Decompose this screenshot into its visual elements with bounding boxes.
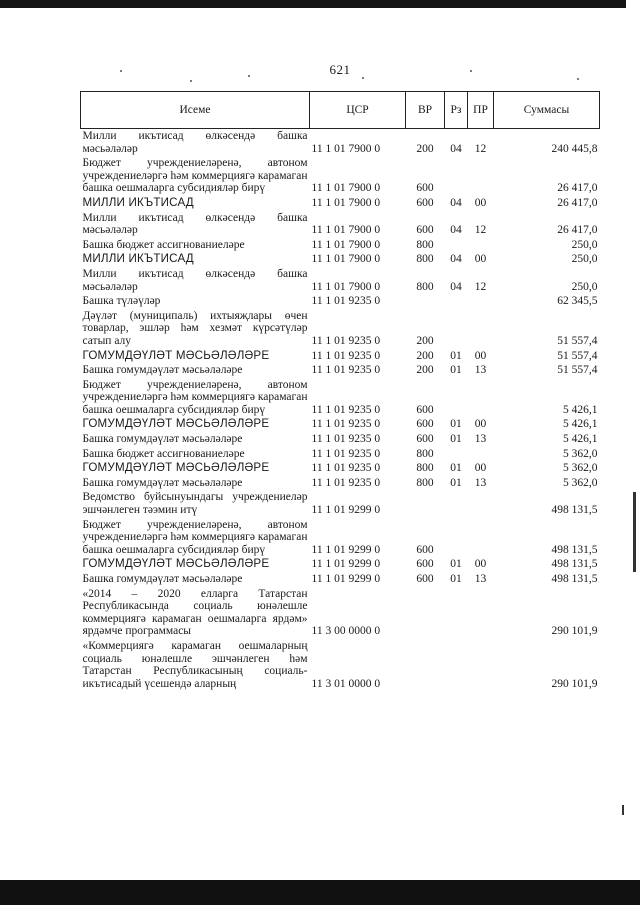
- cell-vr: 800: [416, 462, 434, 475]
- cell-vr: 600: [416, 573, 434, 585]
- cell-csr: 11 1 01 7900 0: [311, 224, 381, 237]
- cell-pr: 00: [474, 418, 487, 431]
- cell-csr: 11 1 01 9235 0: [311, 295, 381, 308]
- cell-name: МИЛЛИ ИКЪТИСАД: [82, 195, 194, 209]
- cell-pr: 00: [474, 349, 487, 362]
- cell-vr: [406, 587, 445, 639]
- cell-name: МИЛЛИ ИКЪТИСАД: [82, 252, 194, 266]
- cell-csr: 11 1 01 9235 0: [311, 447, 381, 460]
- cell-csr: 11 1 01 9299 0: [311, 504, 381, 517]
- cell-name: ГОМУМДӘҮЛӘТ МӘСЬӘЛӘЛӘРЕ: [82, 417, 270, 431]
- cell-vr: 600: [416, 224, 434, 237]
- cell-rz: [445, 447, 468, 462]
- cell-csr: 11 1 01 7900 0: [311, 182, 381, 195]
- scan-border-bottom: [0, 880, 640, 905]
- cell-sum: 5 426,1: [563, 403, 598, 416]
- scan-speck: [120, 70, 122, 72]
- cell-rz: [445, 490, 468, 517]
- table-row: [81, 129, 600, 157]
- column-header-pr: ПР: [468, 92, 494, 129]
- cell-sum: 250,0: [571, 238, 598, 251]
- cell-name: Башка гомумдәүләт мәсьәләләре: [82, 364, 243, 377]
- cell-pr: [468, 238, 494, 253]
- cell-vr: 600: [416, 182, 434, 195]
- cell-pr: [468, 447, 494, 462]
- table-row: [81, 518, 600, 558]
- cell-rz: [445, 518, 468, 558]
- cell-name: ГОМУМДӘҮЛӘТ МӘСЬӘЛӘЛӘРЕ: [82, 461, 270, 475]
- cell-csr: 11 1 01 9235 0: [311, 433, 381, 446]
- cell-name: Милли икътисад өлкәсендә башка мәсьәләләр: [82, 211, 308, 237]
- cell-rz: [445, 156, 468, 196]
- cell-rz: 01: [450, 433, 462, 446]
- cell-vr: 200: [416, 364, 434, 377]
- cell-sum: 26 417,0: [557, 196, 598, 209]
- cell-sum: 5 362,0: [563, 447, 598, 460]
- cell-csr: 11 1 01 7900 0: [311, 238, 381, 251]
- table-header-row: [81, 92, 600, 129]
- table-row: [81, 252, 600, 267]
- column-header-rz: Рз: [445, 92, 468, 129]
- cell-rz: [445, 294, 468, 309]
- table-row: [81, 196, 600, 211]
- cell-csr: 11 1 01 9235 0: [311, 462, 381, 475]
- cell-sum: 498 131,5: [551, 543, 598, 556]
- cell-name: «2014 – 2020 елларга Татарстан Республикасында социаль юнәлешле коммерциягә карамаган оешмаларга ярдәм» ярдәмче программасы: [82, 587, 308, 638]
- cell-pr: 13: [474, 476, 487, 489]
- cell-name: Башка гомумдәүләт мәсьәләләре: [82, 433, 243, 446]
- cell-rz: 01: [450, 364, 462, 377]
- cell-vr: 600: [416, 543, 434, 556]
- cell-pr: [468, 639, 494, 691]
- cell-rz: 04: [450, 224, 462, 237]
- cell-pr: [468, 518, 494, 558]
- cell-rz: 04: [450, 142, 462, 155]
- cell-name: ГОМУМДӘҮЛӘТ МӘСЬӘЛӘЛӘРЕ: [82, 348, 270, 362]
- table-row: [81, 639, 600, 691]
- cell-sum: 290 101,9: [551, 625, 598, 638]
- cell-sum: 5 362,0: [563, 462, 598, 475]
- scan-speck: [248, 75, 250, 77]
- cell-vr: 800: [416, 253, 434, 266]
- cell-pr: [468, 156, 494, 196]
- cell-rz: 04: [450, 253, 462, 266]
- cell-sum: 26 417,0: [557, 224, 598, 237]
- cell-csr: 11 1 01 9299 0: [311, 543, 381, 556]
- scan-border-top: [0, 0, 640, 8]
- cell-csr: 11 1 01 9235 0: [311, 476, 381, 489]
- table-row: [81, 294, 600, 309]
- cell-vr: 600: [416, 196, 434, 209]
- cell-sum: 498 131,5: [551, 504, 598, 517]
- cell-vr: 800: [416, 280, 434, 293]
- cell-sum: 5 426,1: [563, 433, 598, 446]
- cell-vr: 600: [416, 418, 434, 431]
- cell-vr: 600: [416, 403, 434, 416]
- cell-vr: 200: [416, 142, 434, 155]
- cell-sum: 498 131,5: [551, 558, 598, 571]
- cell-pr: [468, 294, 494, 309]
- cell-rz: [445, 587, 468, 639]
- cell-csr: 11 1 01 7900 0: [311, 142, 381, 155]
- column-header-sum: Суммасы: [494, 92, 600, 129]
- cell-sum: 250,0: [571, 280, 598, 293]
- cell-rz: 04: [450, 280, 462, 293]
- cell-csr: 11 1 01 9235 0: [311, 349, 381, 362]
- cell-vr: 200: [416, 349, 434, 362]
- cell-csr: 11 1 01 9299 0: [311, 573, 381, 585]
- table-row: [81, 490, 600, 517]
- scan-edge-mark: [622, 805, 624, 815]
- cell-name: ГОМУМДӘҮЛӘТ МӘСЬӘЛӘЛӘРЕ: [82, 557, 270, 571]
- cell-name: Милли икътисад өлкәсендә башка мәсьәләләр: [82, 130, 308, 155]
- cell-csr: 11 3 00 0000 0: [311, 625, 381, 638]
- table-row: [81, 417, 600, 432]
- cell-vr: [406, 639, 445, 691]
- table-body: [81, 129, 600, 692]
- cell-vr: 800: [416, 238, 434, 251]
- table-row: [81, 432, 600, 447]
- cell-rz: 01: [450, 462, 462, 475]
- cell-rz: 01: [450, 349, 462, 362]
- cell-rz: [445, 639, 468, 691]
- cell-vr: 600: [416, 558, 434, 571]
- page-number: 621: [329, 62, 351, 77]
- cell-csr: 11 1 01 7900 0: [311, 280, 381, 293]
- cell-csr: 11 1 01 7900 0: [311, 253, 381, 266]
- cell-sum: 498 131,5: [551, 573, 598, 585]
- budget-table: [80, 91, 600, 691]
- cell-rz: 04: [450, 196, 462, 209]
- cell-rz: 01: [450, 418, 462, 431]
- table-row: [81, 461, 600, 476]
- cell-rz: [445, 309, 468, 349]
- table-row: [81, 587, 600, 639]
- table-row: [81, 378, 600, 418]
- table-row: [81, 267, 600, 294]
- cell-pr: [468, 309, 494, 349]
- cell-sum: 250,0: [571, 253, 598, 266]
- table-row: [81, 447, 600, 462]
- cell-pr: 00: [474, 196, 487, 209]
- cell-pr: 13: [474, 573, 487, 585]
- column-header-csr: ЦСР: [310, 92, 406, 129]
- cell-name: Дәүләт (муниципаль) ихтыяҗлары өчен товарлар, эшләр һәм хезмәт күрсәтүләр сатып алу: [82, 309, 308, 347]
- cell-csr: 11 1 01 9235 0: [311, 364, 381, 377]
- cell-pr: [468, 490, 494, 517]
- cell-csr: 11 1 01 9299 0: [311, 558, 381, 571]
- cell-name: Бюджет учреждениеләренә, автоном учреждениеләргә һәм коммерциягә карамаган башка оешмаларга субсидияләр бирү: [82, 157, 308, 195]
- cell-sum: 26 417,0: [557, 182, 598, 195]
- table-row: [81, 476, 600, 491]
- cell-pr: [468, 587, 494, 639]
- cell-sum: 51 557,4: [557, 349, 598, 362]
- scan-edge-mark: [633, 492, 636, 572]
- cell-pr: 12: [474, 142, 487, 155]
- cell-name: Бюджет учреждениеләренә, автоном учреждениеләргә һәм коммерциягә карамаган башка оешмаларга субсидияләр бирү: [82, 518, 308, 556]
- cell-pr: 13: [474, 433, 487, 446]
- cell-name: Бюджет учреждениеләренә, автоном учреждениеләргә һәм коммерциягә карамаган башка оешмаларга субсидияләр бирү: [82, 378, 308, 416]
- cell-name: Милли икътисад өлкәсендә башка мәсьәләләр: [82, 267, 308, 293]
- cell-sum: 240 445,8: [551, 142, 598, 155]
- cell-rz: 01: [450, 558, 462, 571]
- cell-rz: 01: [450, 573, 462, 585]
- cell-name: Башка бюджет ассигнованиеләре: [82, 238, 245, 251]
- cell-vr: [406, 294, 445, 309]
- table-row: [81, 238, 600, 253]
- cell-name: Башка бюджет ассигнованиеләре: [82, 447, 245, 460]
- cell-vr: [406, 490, 445, 517]
- scan-speck: [190, 80, 192, 82]
- cell-name: Башка түләүләр: [82, 295, 161, 308]
- cell-pr: 00: [474, 558, 487, 571]
- cell-name: Башка гомумдәүләт мәсьәләләре: [82, 573, 243, 585]
- table-row: [81, 156, 600, 196]
- table-row: [81, 349, 600, 364]
- column-header-vr: ВР: [406, 92, 445, 129]
- cell-vr: 600: [416, 433, 434, 446]
- cell-csr: 11 1 01 9235 0: [311, 403, 381, 416]
- cell-vr: 800: [416, 447, 434, 460]
- scan-speck: [362, 77, 364, 79]
- cell-csr: 11 1 01 9235 0: [311, 334, 381, 347]
- cell-rz: [445, 378, 468, 418]
- table-row: [81, 211, 600, 238]
- scan-speck: [470, 70, 472, 72]
- column-header-name: Исеме: [81, 92, 310, 129]
- cell-sum: 51 557,4: [557, 334, 598, 347]
- cell-pr: [468, 378, 494, 418]
- cell-sum: 5 362,0: [563, 476, 598, 489]
- cell-sum: 51 557,4: [557, 364, 598, 377]
- cell-sum: 62 345,5: [557, 295, 598, 308]
- cell-csr: 11 3 01 0000 0: [311, 677, 381, 690]
- cell-name: Ведомство буйсынуындагы учреждениеләр эшчәнлеген тәэмин итү: [82, 491, 308, 517]
- cell-sum: 290 101,9: [551, 677, 598, 690]
- cell-rz: [445, 238, 468, 253]
- table-row: [81, 572, 600, 587]
- cell-name: Башка гомумдәүләт мәсьәләләре: [82, 476, 243, 489]
- cell-csr: 11 1 01 7900 0: [311, 196, 381, 209]
- cell-csr: 11 1 01 9235 0: [311, 418, 381, 431]
- cell-sum: 5 426,1: [563, 418, 598, 431]
- cell-vr: 200: [416, 334, 434, 347]
- table-row: [81, 309, 600, 349]
- cell-rz: 01: [450, 476, 462, 489]
- scan-speck: [577, 78, 579, 80]
- table-row: [81, 557, 600, 572]
- cell-pr: 00: [474, 253, 487, 266]
- cell-pr: 13: [474, 364, 487, 377]
- table-row: [81, 363, 600, 378]
- cell-vr: 800: [416, 476, 434, 489]
- cell-pr: 12: [474, 224, 487, 237]
- cell-pr: 00: [474, 462, 487, 475]
- cell-name: «Коммерциягә карамаган оешмаларның социаль юнәлешле эшчәнлеген һәм Татарстан Республикасының социаль-икътисадый үсешендә аларның: [82, 639, 308, 690]
- cell-pr: 12: [474, 280, 487, 293]
